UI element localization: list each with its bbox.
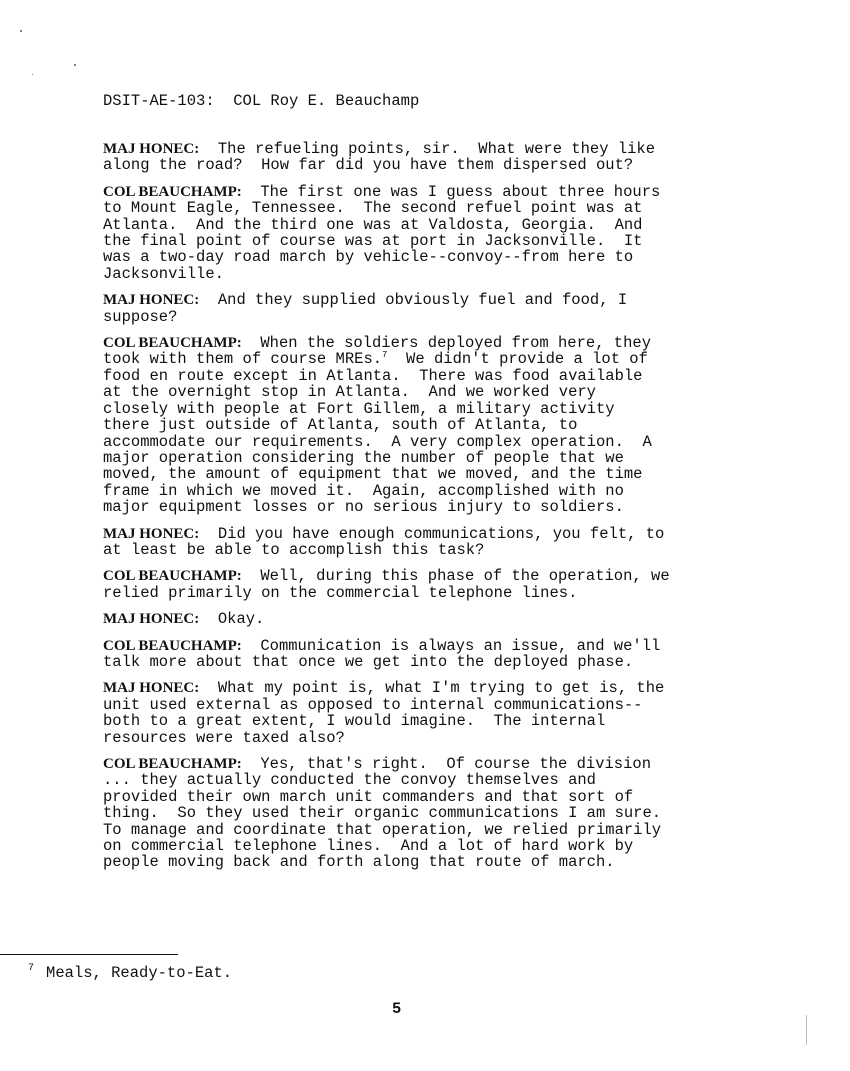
scan-speck [806,1015,807,1045]
exchange-7 [103,611,703,627]
speaker-label: COL BEAUCHAMP: [103,637,242,654]
speaker-label: COL BEAUCHAMP: [103,335,242,352]
footnote-reference: 7 [382,350,388,361]
scan-speck [74,64,76,66]
document-header: DSIT-AE-103: COL Roy E. Beauchamp [103,92,420,110]
exchange-10 [103,756,703,871]
speaker-label: MAJ HONEC: [103,525,200,542]
utterance-text: Communication is always an issue, and we'll talk more about that once we get into the deployed phase. [103,636,661,671]
footnote-divider [0,954,178,955]
exchange-5 [103,526,703,559]
utterance-text: And they supplied obviously fuel and food, I suppose? [103,291,628,326]
utterance-text-continued: We didn't provide a lot of food en route except in Atlanta. There was food available at the overnight stop in Atlanta. And we worked very closely with people at Fort Gillem, a military activity there just outside of Atlanta, south of Atlanta, to accommodate our requirements. A very complex operation. A major operation considering the number of people that we moved, the amount of equipment that we moved, and the time frame in which we moved it. Again, accomplished with no major equipment losses or no serious injury to soldiers. [103,350,652,517]
footnote-text: Meals, Ready-to-Eat. [46,964,233,982]
utterance-text: What my point is, what I'm trying to get is, the unit used external as opposed to internal communications-- both to a great extent, I would imagine. The internal resources were taxed also? [103,679,665,747]
exchange-6 [103,568,703,601]
speaker-label: COL BEAUCHAMP: [103,183,242,200]
page-number: 5 [392,1000,402,1018]
speaker-label: MAJ HONEC: [103,292,200,309]
footnote-number: 7 [28,963,35,974]
utterance-text: When the soldiers deployed from here, they took with them of course MREs. [103,334,652,369]
speaker-label: MAJ HONEC: [103,611,200,628]
utterance-text: The first one was I guess about three hours to Mount Eagle, Tennessee. The second refuel point was at Atlanta. And the third one was at Valdosta, Georgia. And the final point of course was at port in Jacksonville. It was a two-day road march by vehicle--convoy--from here to Jacksonville. [103,182,661,283]
speaker-label: COL BEAUCHAMP: [103,756,242,772]
speaker-label: MAJ HONEC: [103,680,200,697]
exchange-9 [103,680,703,746]
scan-speck [20,30,22,32]
utterance-text: Okay. [199,610,265,629]
transcript-body [103,141,703,881]
exchange-3 [103,292,703,325]
utterance-text: Yes, that's right. Of course the division ... they actually conducted the convoy themselves and provided their own march unit commanders and that sort of thing. So they used their organic communications I am sure. To manage and coordinate that operation, we relied primarily on commercial telephone lines. And a lot of hard work by people moving back and forth along that route of march. [103,755,662,872]
speaker-label: COL BEAUCHAMP: [103,568,242,585]
utterance-text: Well, during this phase of the operation, we relied primarily on the commercial telephone lines. [103,567,670,602]
exchange-2 [103,184,703,282]
utterance-text: Did you have enough communications, you felt, to at least be able to accomplish this task? [103,524,665,559]
exchange-4 [103,335,703,515]
exchange-1 [103,141,703,174]
utterance-text: The refueling points, sir. What were they like along the road? How far did you have them dispersed out? [103,140,656,175]
speaker-label: MAJ HONEC: [103,141,200,157]
footnote [28,964,232,982]
scan-speck [32,74,33,75]
exchange-8 [103,638,703,671]
